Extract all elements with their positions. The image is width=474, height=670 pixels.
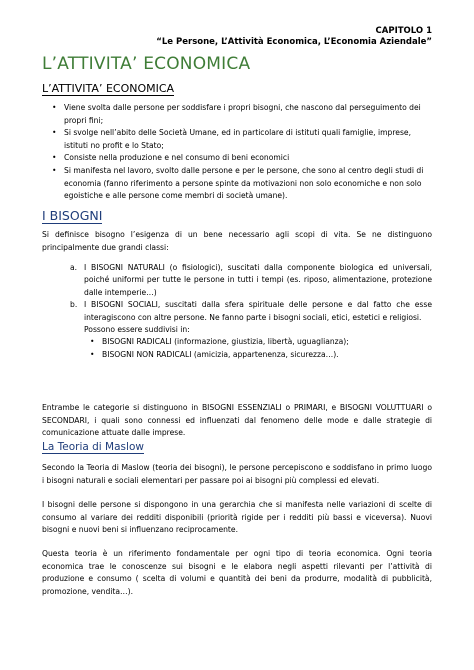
list-item: • BISOGNI RADICALI (informazione, giustizia, libertà, uguaglianza); [84,336,432,348]
subheading [42,82,174,95]
list-marker: a. [70,263,78,272]
list-item: • Si svolge nell’abito delle Società Umane, ed in particolare di istituti quali famiglie, imprese, istituti no profit e lo Stato; [42,127,432,152]
bisogni-intro: Si definisce bisogno l’esigenza di un bene necessario agli scopi di vita. Se ne distinguono principalmente due grandi classi: [42,230,432,252]
maslow-paragraph: Secondo la Teoria di Maslow (teoria dei bisogni), le persone percepiscono e soddisfano in primo luogo i bisogni naturali e sociali elementari per passare poi ai bisogni più complessi ed elevati. [42,463,432,485]
section-title-bisogni [42,208,102,223]
maslow-paragraph: Questa teoria è un riferimento fondamentale per ogni tipo di teoria economica. Ogni teoria economica trae le conoscenze sui bisogni e le elabora negli aspetti rilevanti per l’attività di produzione e consumo ( scelta di volumi e quantità dei beni da produrre, modalità di pubblicità, promozione, vendita…). [42,549,432,596]
maslow-paragraph: I bisogni delle persone si dispongono in una gerarchia che si manifesta nelle variazioni di scelte di consumo al variare dei redditi disponibili (priorità rigide per i redditi più bassi e viceversa). Nuovi bisogni e nuovi beni si influenzano reciprocamente. [42,500,432,535]
chapter-label: CAPITOLO 1 [375,26,432,36]
list-marker: b. [70,300,78,310]
chapter-subtitle: “Le Persone, L’Attività Economica, L’Economia Aziendale” [156,37,432,47]
section-title-maslow [42,441,144,453]
intro-bullet-list [42,102,432,203]
section-title-text: I BISOGNI [42,208,103,223]
subheading-text: L’ATTIVITA’ ECONOMICA [42,82,175,95]
list-item [72,299,432,361]
list-item: • Viene svolta dalle persone per soddisfare i propri bisogni, che nascono dal perseguimento dei propri fini; [42,102,432,127]
main-title: L’ATTIVITA’ ECONOMICA [42,54,251,74]
sub-list-intro: Possono essere suddivisi in: [84,325,190,335]
bisogni-classes-list [72,262,432,361]
list-item-text: I BISOGNI SOCIALI, suscitati dalla sfera spirituale delle persone e dal fatto che esse interagiscono con altre persone. Ne fanno parte i bisogni sociali, etici, estetici e religiosi. [84,300,432,322]
sub-bullet-list [84,336,432,361]
list-item: • BISOGNI NON RADICALI (amicizia, appartenenza, sicurezza…). [84,349,432,361]
list-item: • Si manifesta nel lavoro, svolto dalle persone e per le persone, che sono al centro degli studi di economia (fanno riferimento a persone spinte da motivazioni non solo economiche e non solo egoistiche e alle persone come membri di società umane). [42,165,432,203]
list-item: • Consiste nella produzione e nel consumo di beni economici [42,152,432,165]
list-item [72,262,432,299]
chapter-header [156,26,432,48]
bisogni-closing: Entrambe le categorie si distinguono in BISOGNI ESSENZIALI o PRIMARI, e BISOGNI VOLUTTUARI o SECONDARI, i quali sono connessi ed influenzati dal fenomeno delle mode e dalle strategie di comunicazione attuate dalle imprese. [42,403,432,438]
section-title-text: La Teoria di Maslow [42,441,144,453]
list-item-text: I BISOGNI NATURALI (o fisiologici), suscitati dalla componente biologica ed universali, poiché uniformi per tutte le persone in tutti i tempi (es. riposo, alimentazione, protezione dalle intemperie…) [84,263,432,297]
